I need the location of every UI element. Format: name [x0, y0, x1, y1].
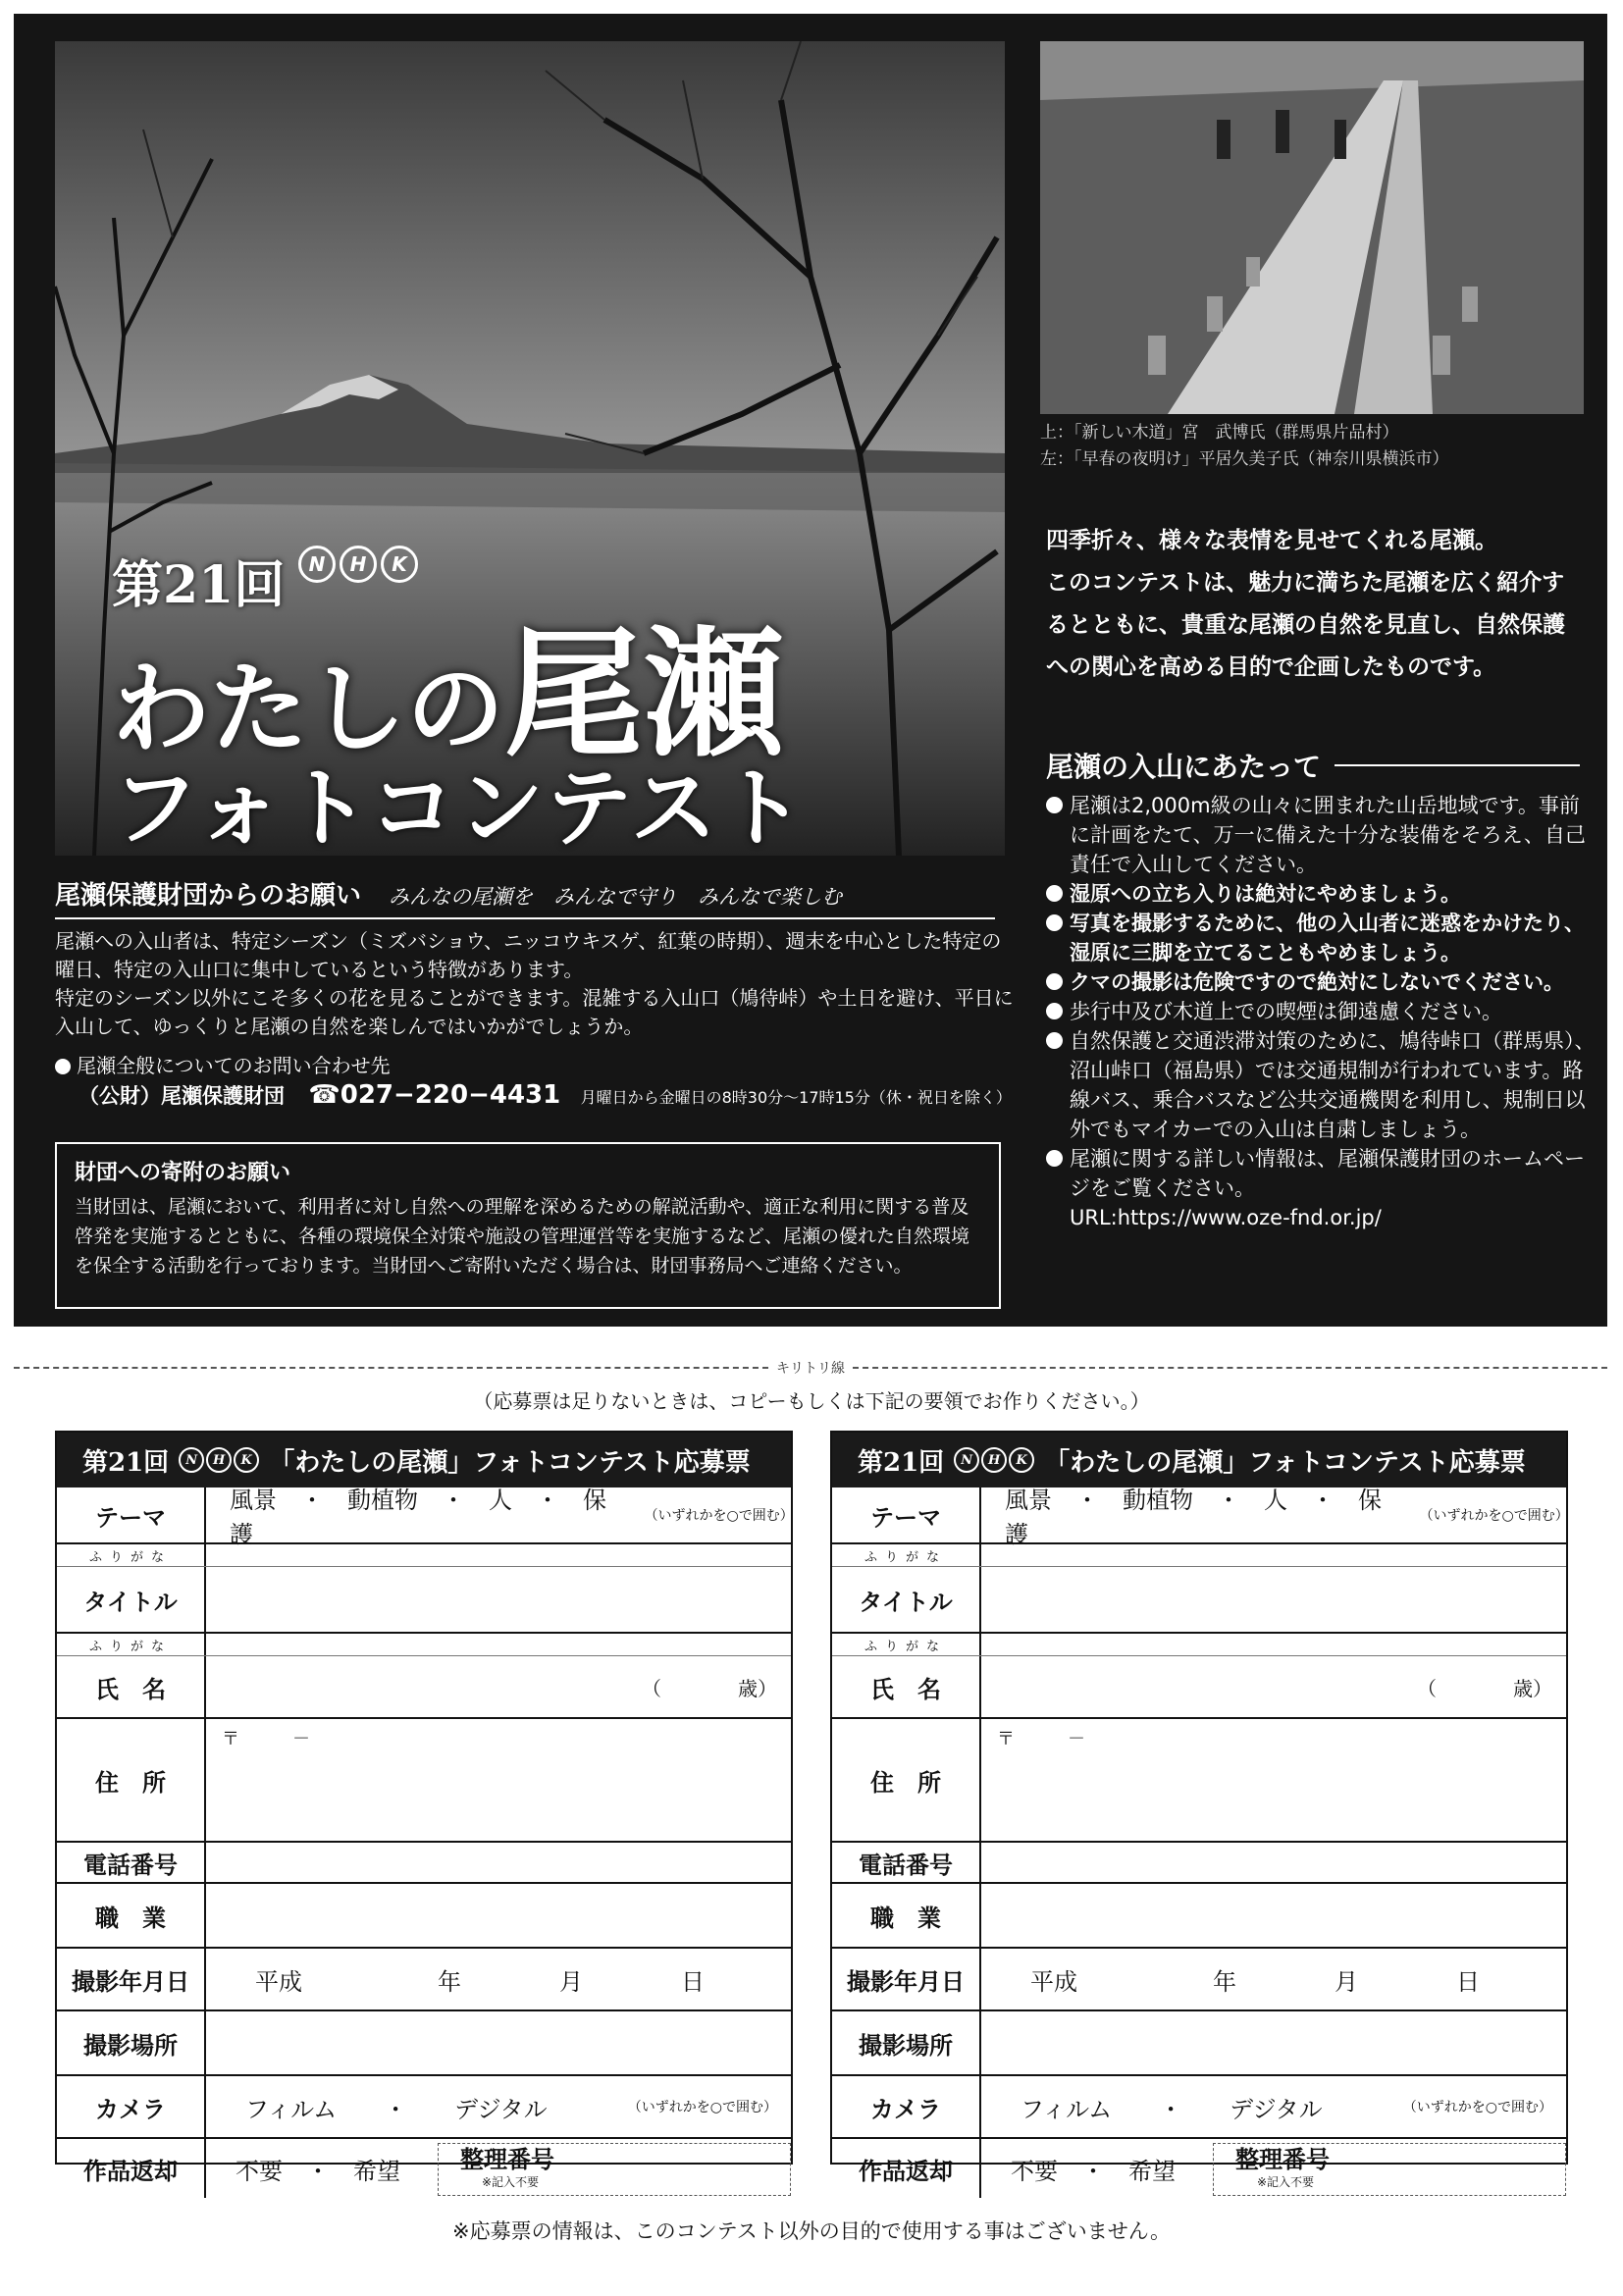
phone-row — [832, 1841, 1566, 1882]
camera-options: フィルム ・ デジタル — [1021, 2095, 1323, 2123]
choose-note: （いずれかを○で囲む） — [1419, 1508, 1569, 1524]
phone-label: 電話番号 — [832, 1843, 981, 1882]
nhk-letter: N — [298, 546, 336, 583]
bullet-icon — [1046, 885, 1063, 902]
copy-note: （応募票は足りないときは、コピーもしくは下記の要領でお作りください。） — [473, 1389, 1150, 1413]
rule-item — [1046, 909, 1596, 967]
boardwalk-photo — [1040, 41, 1584, 414]
phone-field[interactable] — [206, 1843, 791, 1882]
caption-left: 左：「早春の夜明け」平居久美子氏（神奈川県横浜市） — [1040, 449, 1449, 469]
date-field[interactable] — [206, 1949, 791, 2009]
furigana-row — [57, 1542, 791, 1566]
request-body — [55, 927, 1017, 1041]
day-label: 日 — [1456, 1967, 1480, 1996]
place-row — [832, 2009, 1566, 2074]
date-label: 撮影年月日 — [57, 1949, 206, 2009]
intro-text — [1046, 520, 1596, 689]
title-field[interactable] — [981, 1567, 1566, 1632]
name-furigana-field[interactable] — [981, 1634, 1566, 1655]
camera-field[interactable] — [206, 2076, 791, 2137]
donation-box — [55, 1142, 1001, 1309]
rule-text: 尾瀬に関する詳しい情報は、尾瀬保護財団のホームページをご覧ください。 — [1070, 1147, 1585, 1200]
request-paragraph: 特定のシーズン以外にこそ多くの花を見ることができます。混雑する入山口（鳩待峠）や土日を避け、平日に入山して、ゆっくりと尾瀬の自然を楽しんではいかがでしょうか。 — [55, 986, 1014, 1038]
divider — [1335, 764, 1580, 766]
name-row — [57, 1655, 791, 1717]
era-label: 平成 — [255, 1967, 302, 1996]
name-label: 氏 名 — [832, 1656, 981, 1717]
camera-row — [57, 2074, 791, 2137]
rule-text: 写真を撮影するために、他の入山者に迷惑をかけたり、湿原に三脚を立てることもやめましょう。 — [1070, 912, 1585, 965]
title-prefix: わたしの — [112, 651, 504, 766]
furigana-label: ふりがな — [57, 1544, 206, 1566]
form-title: 「わたしの尾瀬」フォトコンテスト応募票 — [269, 1447, 751, 1478]
donation-title: 財団への寄附のお願い — [75, 1161, 291, 1185]
furigana-label: ふりがな — [832, 1634, 981, 1655]
nhk-letter: K — [1009, 1447, 1034, 1473]
era-label: 平成 — [1030, 1967, 1077, 1996]
rule-text: 尾瀬は2,000m級の山々に囲まれた山岳地域です。事前に計画をたて、万一に備えた十分な装備をそろえ、自己責任で入山してください。 — [1070, 794, 1586, 876]
website-url[interactable]: URL:https://www.oze-fnd.or.jp/ — [1070, 1206, 1382, 1229]
request-heading — [55, 875, 1017, 912]
photo-captions — [1040, 420, 1449, 473]
intro-line: への関心を高める目的で企画したものです。 — [1046, 654, 1496, 680]
foundation-request — [55, 875, 1017, 1113]
nhk-letter: K — [381, 546, 418, 583]
donation-body: 当財団は、尾瀬において、利用者に対し自然への理解を深めるための解説活動や、適正な利用に関する普及啓発を実施するとともに、各種の環境保全対策や施設の管理運営等を実施するなど、尾瀬の優れた自然環境を保全する活動を行っております。当財団へご寄附いただく場合は、財団事務局へご連絡ください。 — [75, 1196, 970, 1277]
return-options: 不要 ・ 希望 — [1011, 2157, 1176, 2185]
choose-note: （いずれかを○で囲む） — [1402, 2100, 1552, 2115]
ref-label: 整理番号 — [460, 2145, 554, 2173]
entry-form-right — [830, 1431, 1569, 2189]
job-label: 職 業 — [832, 1884, 981, 1947]
rule-text: クマの撮影は危険ですので絶対にしないでください。 — [1070, 970, 1564, 994]
bullet-icon — [1046, 1150, 1063, 1167]
rule-text: 湿原への立ち入りは絶対にやめましょう。 — [1070, 882, 1461, 906]
year-label: 年 — [1213, 1967, 1236, 1996]
contact-info — [55, 1051, 1017, 1113]
nhk-letter: H — [340, 546, 377, 583]
choose-note: （いずれかを○で囲む） — [627, 2100, 777, 2115]
nhk-logo — [954, 1447, 1034, 1473]
name-furigana-field[interactable] — [206, 1634, 791, 1655]
postal-mark: 〒 － — [997, 1729, 1085, 1749]
privacy-note: ※応募票の情報は、このコンテスト以外の目的で使用する事はございません。 — [451, 2219, 1171, 2243]
rules-list — [1046, 791, 1596, 1232]
title-label: タイトル — [832, 1567, 981, 1632]
rules-title: 尾瀬の入山にあたって — [1046, 751, 1322, 783]
place-field[interactable] — [206, 2011, 791, 2074]
title-label: タイトル — [57, 1567, 206, 1632]
bullet-icon — [1046, 1003, 1063, 1019]
theme-row — [57, 1487, 794, 1548]
phone-row — [57, 1841, 791, 1882]
form-edition: 第21回 — [82, 1447, 170, 1478]
year-label: 年 — [438, 1967, 461, 1996]
title-row — [57, 1566, 791, 1632]
camera-label: カメラ — [832, 2076, 981, 2137]
cut-line — [14, 1358, 1607, 1378]
address-row — [832, 1717, 1566, 1841]
job-field[interactable] — [206, 1884, 791, 1947]
name-label: 氏 名 — [57, 1656, 206, 1717]
rule-item — [1046, 879, 1596, 909]
contact-phone[interactable]: ☎027−220−4431 — [308, 1080, 561, 1110]
nhk-letter: K — [234, 1447, 259, 1473]
phone-field[interactable] — [981, 1843, 1566, 1882]
return-field[interactable] — [206, 2139, 791, 2198]
date-label: 撮影年月日 — [832, 1949, 981, 2009]
phone-label: 電話番号 — [57, 1843, 206, 1882]
address-field[interactable] — [206, 1719, 791, 1841]
furigana-row — [832, 1632, 1566, 1655]
return-row — [832, 2137, 1566, 2198]
camera-label: カメラ — [57, 2076, 206, 2137]
rule-text: 歩行中及び木道上での喫煙は御遠慮ください。 — [1070, 1000, 1502, 1023]
place-field[interactable] — [981, 2011, 1566, 2074]
camera-options: フィルム ・ デジタル — [245, 2095, 548, 2123]
place-row — [57, 2009, 791, 2074]
address-row — [57, 1717, 791, 1841]
age-close: 歳） — [738, 1676, 777, 1700]
theme-options: 風景 ・ 動植物 ・ 人 ・ 保護 — [230, 1487, 606, 1548]
nhk-logo — [298, 546, 418, 583]
title-furigana-field[interactable] — [206, 1544, 791, 1566]
form-header — [832, 1433, 1566, 1487]
entry-form-left — [55, 1431, 794, 2189]
form-header — [57, 1433, 791, 1487]
rule-item — [1046, 1026, 1596, 1144]
ref-label: 整理番号 — [1235, 2145, 1330, 2173]
furigana-row — [57, 1632, 791, 1655]
bullet-icon — [1046, 797, 1063, 813]
intro-line: るとともに、貴重な尾瀬の自然を見直し、自然保護 — [1046, 612, 1565, 638]
address-field[interactable] — [981, 1719, 1566, 1841]
address-label: 住 所 — [57, 1719, 206, 1841]
reference-box — [438, 2143, 791, 2196]
choose-note: （いずれかを○で囲む） — [644, 1508, 794, 1524]
date-row — [57, 1947, 791, 2009]
month-label: 月 — [559, 1967, 583, 1996]
nhk-letter: N — [954, 1447, 979, 1473]
caption-top: 上：「新しい木道」宮 武博氏（群馬県片品村） — [1040, 423, 1399, 443]
furigana-label: ふりがな — [57, 1634, 206, 1655]
subtitle: フォトコンテスト — [112, 757, 808, 859]
cut-line-label: キリトリ線 — [776, 1361, 845, 1377]
theme-options: 風景 ・ 動植物 ・ 人 ・ 保護 — [1005, 1487, 1382, 1548]
name-field[interactable] — [206, 1656, 791, 1717]
form-edition: 第21回 — [858, 1447, 945, 1478]
theme-label: テーマ — [832, 1487, 981, 1542]
rule-item — [1046, 791, 1596, 879]
bullet-icon — [1046, 973, 1063, 990]
date-row — [832, 1947, 1566, 2009]
date-field[interactable] — [981, 1949, 1566, 2009]
contact-org: （公財）尾瀬保護財団 — [79, 1084, 285, 1108]
return-label: 作品返却 — [832, 2139, 981, 2198]
nhk-letter: H — [206, 1447, 232, 1473]
ref-note: ※記入不要 — [1257, 2175, 1315, 2189]
furigana-label: ふりがな — [832, 1544, 981, 1566]
address-label: 住 所 — [832, 1719, 981, 1841]
request-title: 尾瀬保護財団からのお願い — [55, 881, 362, 911]
title-oze: 尾瀬 — [504, 613, 783, 776]
return-field[interactable] — [981, 2139, 1566, 2198]
rules-heading — [1046, 746, 1580, 785]
job-row — [832, 1882, 1566, 1947]
bullet-icon — [55, 1059, 71, 1074]
age-close: 歳） — [1513, 1676, 1552, 1700]
month-label: 月 — [1335, 1967, 1358, 1996]
place-label: 撮影場所 — [57, 2011, 206, 2074]
camera-field[interactable] — [981, 2076, 1566, 2137]
nhk-logo — [179, 1447, 259, 1473]
place-label: 撮影場所 — [832, 2011, 981, 2074]
request-motto: みんなの尾瀬を みんなで守り みんなで楽しむ — [389, 885, 843, 909]
ref-note: ※記入不要 — [482, 2175, 540, 2189]
dashed-line — [853, 1367, 1607, 1369]
postal-mark: 〒 － — [222, 1729, 310, 1749]
divider — [55, 917, 995, 919]
return-options: 不要 ・ 希望 — [236, 2157, 400, 2185]
theme-label: テーマ — [57, 1487, 206, 1542]
title-furigana-field[interactable] — [981, 1544, 1566, 1566]
job-field[interactable] — [981, 1884, 1566, 1947]
nhk-letter: N — [179, 1447, 204, 1473]
reference-box — [1213, 2143, 1566, 2196]
return-label: 作品返却 — [57, 2139, 206, 2198]
furigana-row — [832, 1542, 1566, 1566]
nhk-letter: H — [981, 1447, 1007, 1473]
bullet-icon — [1046, 914, 1063, 931]
job-row — [57, 1882, 791, 1947]
theme-field[interactable] — [981, 1487, 1569, 1548]
name-row — [832, 1655, 1566, 1717]
rule-text: 自然保護と交通渋滞対策のために、鳩待峠口（群馬県）、沼山峠口（福島県）では交通規制が行われています。路線バス、乗合バスなど公共交通機関を利用し、規制日以外でもマイカーでの入山は自粛しましょう。 — [1070, 1029, 1596, 1141]
camera-row — [832, 2074, 1566, 2137]
theme-field[interactable] — [206, 1487, 794, 1548]
day-label: 日 — [681, 1967, 705, 1996]
intro-line: 四季折々、様々な表情を見せてくれる尾瀬。 — [1046, 528, 1497, 553]
name-field[interactable] — [981, 1656, 1566, 1717]
return-row — [57, 2137, 791, 2198]
intro-line: このコンテストは、魅力に満ちた尾瀬を広く紹介す — [1046, 570, 1565, 596]
title-row — [832, 1566, 1566, 1632]
request-paragraph: 尾瀬への入山者は、特定シーズン（ミズバショウ、ニッコウキスゲ、紅葉の時期）、週末を中心とした特定の曜日、特定の入山口に集中しているという特徴があります。 — [55, 929, 1002, 981]
theme-row — [832, 1487, 1569, 1548]
age-open: （ — [642, 1676, 661, 1700]
title-field[interactable] — [206, 1567, 791, 1632]
rule-item — [1046, 1144, 1596, 1203]
rule-item — [1046, 967, 1596, 997]
contact-label: 尾瀬全般についてのお問い合わせ先 — [77, 1054, 391, 1077]
dashed-line — [14, 1367, 768, 1369]
job-label: 職 業 — [57, 1884, 206, 1947]
form-title: 「わたしの尾瀬」フォトコンテスト応募票 — [1044, 1447, 1526, 1478]
age-open: （ — [1417, 1676, 1437, 1700]
bullet-icon — [1046, 1032, 1063, 1049]
rule-item — [1046, 997, 1596, 1026]
poster-panel — [14, 14, 1607, 1327]
contact-hours: 月曜日から金曜日の8時30分〜17時15分（休・祝日を除く） — [580, 1088, 1012, 1107]
edition-label: 第21回 — [112, 555, 286, 615]
